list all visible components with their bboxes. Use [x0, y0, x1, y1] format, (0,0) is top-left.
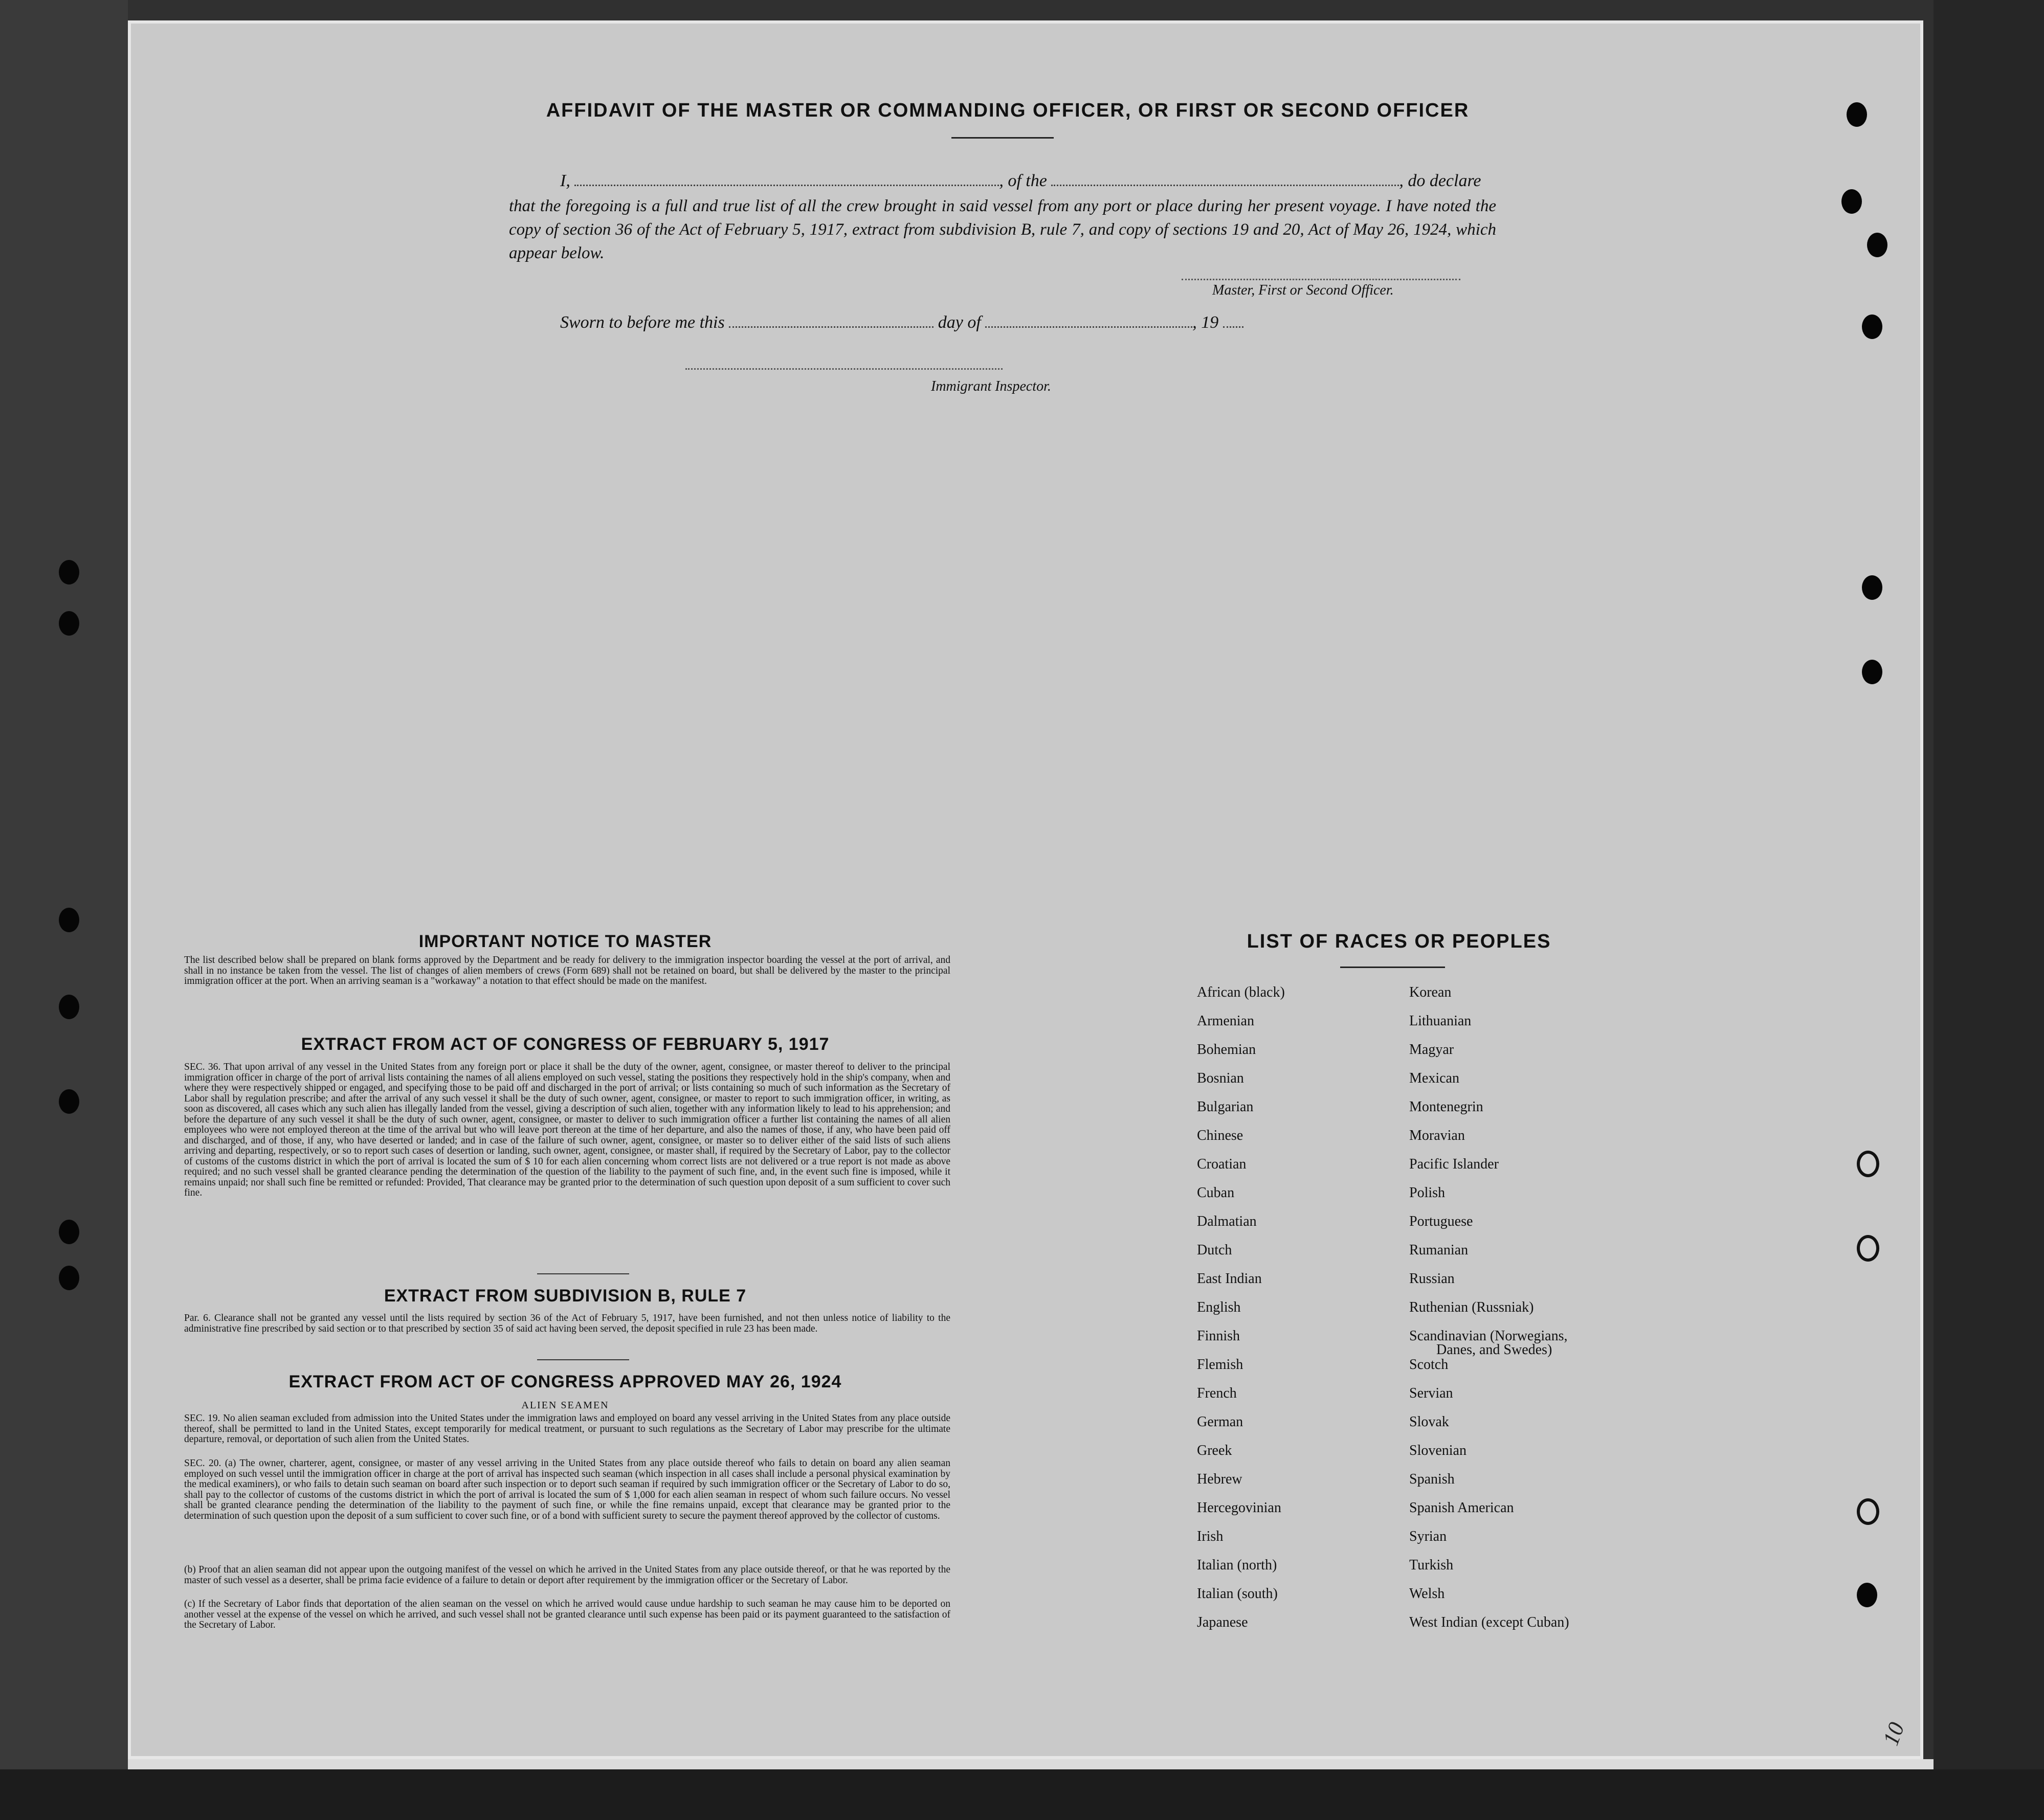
race-item: Italian (north): [1197, 1557, 1277, 1573]
race-item: Korean: [1409, 984, 1452, 1000]
race-item: Servian: [1409, 1385, 1453, 1401]
inspector-signature-line[interactable]: [685, 368, 1003, 370]
rule7-title: EXTRACT FROM SUBDIVISION B, RULE 7: [384, 1286, 747, 1306]
race-item: Montenegrin: [1409, 1099, 1483, 1115]
affidavit-i-label: I,: [560, 171, 570, 190]
race-item: Moravian: [1409, 1128, 1465, 1143]
races-title-underline: [1340, 967, 1445, 968]
scan-background-right: [1934, 0, 2044, 1820]
alien-seamen-subtitle: ALIEN SEAMEN: [521, 1400, 609, 1411]
race-item: Syrian: [1409, 1529, 1447, 1544]
binder-hole-icon: [59, 908, 79, 932]
race-item: Croatian: [1197, 1156, 1247, 1172]
binder-hole-icon: [1867, 233, 1887, 257]
sec-20a-text: SEC. 20. (a) The owner, charterer, agent, consignee, or master of any vessel arriving in the United States from any place outside thereof who fails to detain on board any alien seaman employed on such vessel until the immigration officer in charge at the port of arrival has inspected such seaman (which inspection in all cases shall include a personal physical examination by the medical examiners), or who fails to detain such seaman on board after such inspection or to deport such seaman if required by such immigration officer or the Secretary of Labor to do so, shall pay to the collector of customs of the customs district in which the port of arrival is located the sum of $ 1,000 for each alien seaman in respect of whom such failure occurs. No vessel shall be granted clearance pending the determination of the liability to the payment of such fine, or while the fine remains unpaid, except that clearance may be granted prior to the determination of such question upon the deposit of a sum sufficient to cover such fine, or of a bond with sufficient surety to secure the payment thereof approved by the collector of customs.: [184, 1458, 950, 1521]
race-item: Lithuanian: [1409, 1013, 1472, 1029]
race-item: English: [1197, 1299, 1241, 1315]
race-item: Japanese: [1197, 1614, 1248, 1630]
sworn-day-blank[interactable]: [729, 321, 934, 328]
race-item: Ruthenian (Russniak): [1409, 1299, 1534, 1315]
sworn-label: Sworn to before me this: [560, 313, 725, 332]
inspector-signature-label: Immigrant Inspector.: [931, 378, 1051, 394]
race-item: Portuguese: [1409, 1214, 1473, 1229]
extract-1924-title: EXTRACT FROM ACT OF CONGRESS APPROVED MAY 26, 1924: [288, 1372, 842, 1391]
binder-hole-icon: [59, 560, 79, 585]
extract-1917-title: EXTRACT FROM ACT OF CONGRESS OF FEBRUARY 5, 1917: [301, 1035, 830, 1054]
sworn-line: [560, 313, 1243, 332]
ring-hole-icon: [1857, 1151, 1879, 1177]
race-item-continuation: Danes, and Swedes): [1436, 1342, 1552, 1358]
race-item: Bohemian: [1197, 1042, 1256, 1058]
race-item: Slovak: [1409, 1414, 1449, 1430]
sec-19-text: SEC. 19. No alien seaman excluded from admission into the United States under the immigration laws and employed on board any vessel arriving in the United States from any place outside thereof, shall be permitted to land in the United States, except temporarily for medical treatment, or pursuant to such regulations as the Secretary of Labor may prescribe for the ultimate departure, removal, or deportation of such alien from the United States.: [184, 1413, 950, 1445]
master-signature-label: Master, First or Second Officer.: [1212, 282, 1394, 298]
races-title: LIST OF RACES OR PEOPLES: [1247, 931, 1551, 952]
extract-1917-text: SEC. 36. That upon arrival of any vessel in the United States from any foreign port or place it shall be the duty of the owner, agent, consignee, or master thereof to deliver to the principal immigration officer in charge of the port of arrival lists containing the names of all aliens employed on such vessel, stating the positions they respectively hold in the ship's company, when and where they were respectively shipped or engaged, and specifying those to be paid off and discharged in the port of arrival; or lists containing so much of such information as the Secretary of Labor shall by regulation prescribe; and after the arrival of any such vessel it shall be the duty of such owner, agent, consignee, or master to report to such immigration officer, in writing, as soon as discovered, all cases which any such alien has illegally landed from the vessel, giving a description of such alien, together with any information likely to lead to his apprehension; and before the departure of any such vessel it shall be the duty of such owner, agent, consignee, or master to deliver to such immigration officer a further list containing the names of all alien employees who were not employed thereon at the time of the arrival but who will leave port thereon at the time of her departure, and also the names of those, if any, who have been paid off and discharged, and of those, if any, who have deserted or landed; and in case of the failure of such owner, agent, consignee, or master so to deliver either of the said lists of such aliens arriving and departing, respectively, or so to report such cases of desertion or landing, such owner, agent, consignee, or master shall, if required by the Secretary of Labor, pay to the collector of customs of the customs district in which the port of arrival is located the sum of $ 10 for each alien concerning whom correct lists are not delivered or a true report is not made as above required; and no such vessel shall be granted clearance pending the determination of the question of the liability to the payment of such fine, and, in the event such fine is imposed, while it remains unpaid; nor shall such fine be remitted or refunded: Provided, That clearance may be granted prior to the determination of such question upon deposit of a sum sufficient to cover such fine.: [184, 1062, 950, 1198]
sec-20c-text: (c) If the Secretary of Labor finds that deportation of the alien seaman on the vessel on which he arrived would cause undue hardship to such seaman he may cause him to be deported on another vessel at the expense of the vessel on which he arrived, and such vessel shall not be granted clearance until such expense has been paid or its payment guaranteed to the satisfaction of the Secretary of Labor.: [184, 1599, 950, 1630]
scan-background-bottom: [0, 1769, 2044, 1820]
ring-hole-icon: [1857, 1235, 1879, 1262]
race-item: Magyar: [1409, 1042, 1454, 1058]
race-item: Turkish: [1409, 1557, 1454, 1573]
race-item: French: [1197, 1385, 1237, 1401]
race-item: Slovenian: [1409, 1443, 1467, 1458]
binder-hole-icon: [59, 611, 79, 636]
race-item: Dalmatian: [1197, 1214, 1257, 1229]
ring-hole-icon: [1857, 1498, 1879, 1525]
binder-hole-icon: [59, 1089, 79, 1114]
underlying-page-edge: [128, 1759, 1934, 1769]
race-item: Russian: [1409, 1271, 1455, 1287]
name-blank[interactable]: [574, 179, 999, 186]
race-item: Bulgarian: [1197, 1099, 1254, 1115]
vessel-blank[interactable]: [1051, 179, 1399, 186]
master-signature-line[interactable]: [1182, 279, 1460, 280]
race-item: Scotch: [1409, 1357, 1449, 1373]
race-item: Irish: [1197, 1529, 1224, 1544]
race-item: West Indian (except Cuban): [1409, 1614, 1569, 1630]
sworn-year-label: , 19: [1192, 313, 1219, 332]
binder-hole-icon: [1857, 1583, 1877, 1607]
binder-hole-icon: [1862, 660, 1882, 684]
binder-hole-icon: [59, 1220, 79, 1244]
affidavit-declare-label: , do declare: [1399, 171, 1481, 190]
binder-hole-icon: [59, 1266, 79, 1290]
sworn-day-label: day of: [938, 313, 981, 332]
binder-hole-icon: [59, 995, 79, 1019]
race-item: Hercegovinian: [1197, 1500, 1281, 1516]
race-item: East Indian: [1197, 1271, 1262, 1287]
race-item: Cuban: [1197, 1185, 1235, 1201]
affidavit-declaration: that the foregoing is a full and true list of all the crew brought in said vessel from any port or place during her present voyage. I have noted the copy of section 36 of the Act of February 5, 1917, extract from subdivision B, rule 7, and copy of sections 19 and 20, Act of May 26, 1924, which appear below.: [509, 197, 1496, 262]
notice-text: The list described below shall be prepared on blank forms approved by the Department and be ready for delivery to the immigration inspector boarding the vessel at the port of arrival, and shall in no instance be taken from the vessel. The list of changes of alien members of crews (Form 689) shall not be retained on board, but shall be delivered by the master to the principal immigration officer at the port. When an arriving seaman is a "workaway" a notation to that effect should be made on the manifest.: [184, 955, 950, 986]
affidavit-line-1: [560, 171, 1481, 191]
race-item: Greek: [1197, 1443, 1232, 1458]
sworn-month-blank[interactable]: [985, 321, 1192, 328]
sworn-year-blank[interactable]: [1223, 321, 1243, 328]
race-item: Dutch: [1197, 1242, 1232, 1258]
race-item: Hebrew: [1197, 1471, 1242, 1487]
race-item: Spanish American: [1409, 1500, 1514, 1516]
race-item: Rumanian: [1409, 1242, 1469, 1258]
race-item: Chinese: [1197, 1128, 1243, 1143]
race-item: Flemish: [1197, 1357, 1243, 1373]
binder-hole-icon: [1862, 314, 1882, 339]
title-underline: [951, 137, 1054, 139]
race-item: Welsh: [1409, 1586, 1445, 1602]
race-item: Armenian: [1197, 1013, 1254, 1029]
race-item: African (black): [1197, 984, 1285, 1000]
race-item: Spanish: [1409, 1471, 1455, 1487]
section-separator: [537, 1359, 629, 1360]
race-item: Italian (south): [1197, 1586, 1278, 1602]
race-item: German: [1197, 1414, 1243, 1430]
binder-hole-icon: [1847, 102, 1867, 127]
section-separator: [537, 1273, 629, 1274]
race-item: Mexican: [1409, 1070, 1459, 1086]
affidavit-title: AFFIDAVIT OF THE MASTER OR COMMANDING OFFICER, OR FIRST OR SECOND OFFICER: [546, 100, 1470, 121]
binder-hole-icon: [1862, 575, 1882, 600]
binder-hole-icon: [1841, 189, 1862, 214]
race-item: Polish: [1409, 1185, 1446, 1201]
page-number: 10: [1878, 1719, 1909, 1749]
race-item: Scandinavian (Norwegians,: [1409, 1328, 1568, 1344]
race-item: Bosnian: [1197, 1070, 1244, 1086]
notice-title: IMPORTANT NOTICE TO MASTER: [418, 932, 712, 951]
sec-20b-text: (b) Proof that an alien seaman did not appear upon the outgoing manifest of the vessel on which he arrived in the United States from any place outside thereof, or that he was reported by the master of such vessel as a deserter, shall be prima facie evidence of a failure to detain or deport after requirement by the immigration officer or the Secretary of Labor.: [184, 1564, 950, 1586]
affidavit-of-label: , of the: [999, 171, 1047, 190]
race-item: Finnish: [1197, 1328, 1240, 1344]
rule7-text: Par. 6. Clearance shall not be granted any vessel until the lists required by section 36 of the Act of February 5, 1917, have been furnished, and not then unless notice of liability to the administrative fine prescribed by said section or to that prescribed by section 35 of said act having been served, the deposit specified in rule 23 has been made.: [184, 1313, 950, 1334]
race-item: Pacific Islander: [1409, 1156, 1499, 1172]
